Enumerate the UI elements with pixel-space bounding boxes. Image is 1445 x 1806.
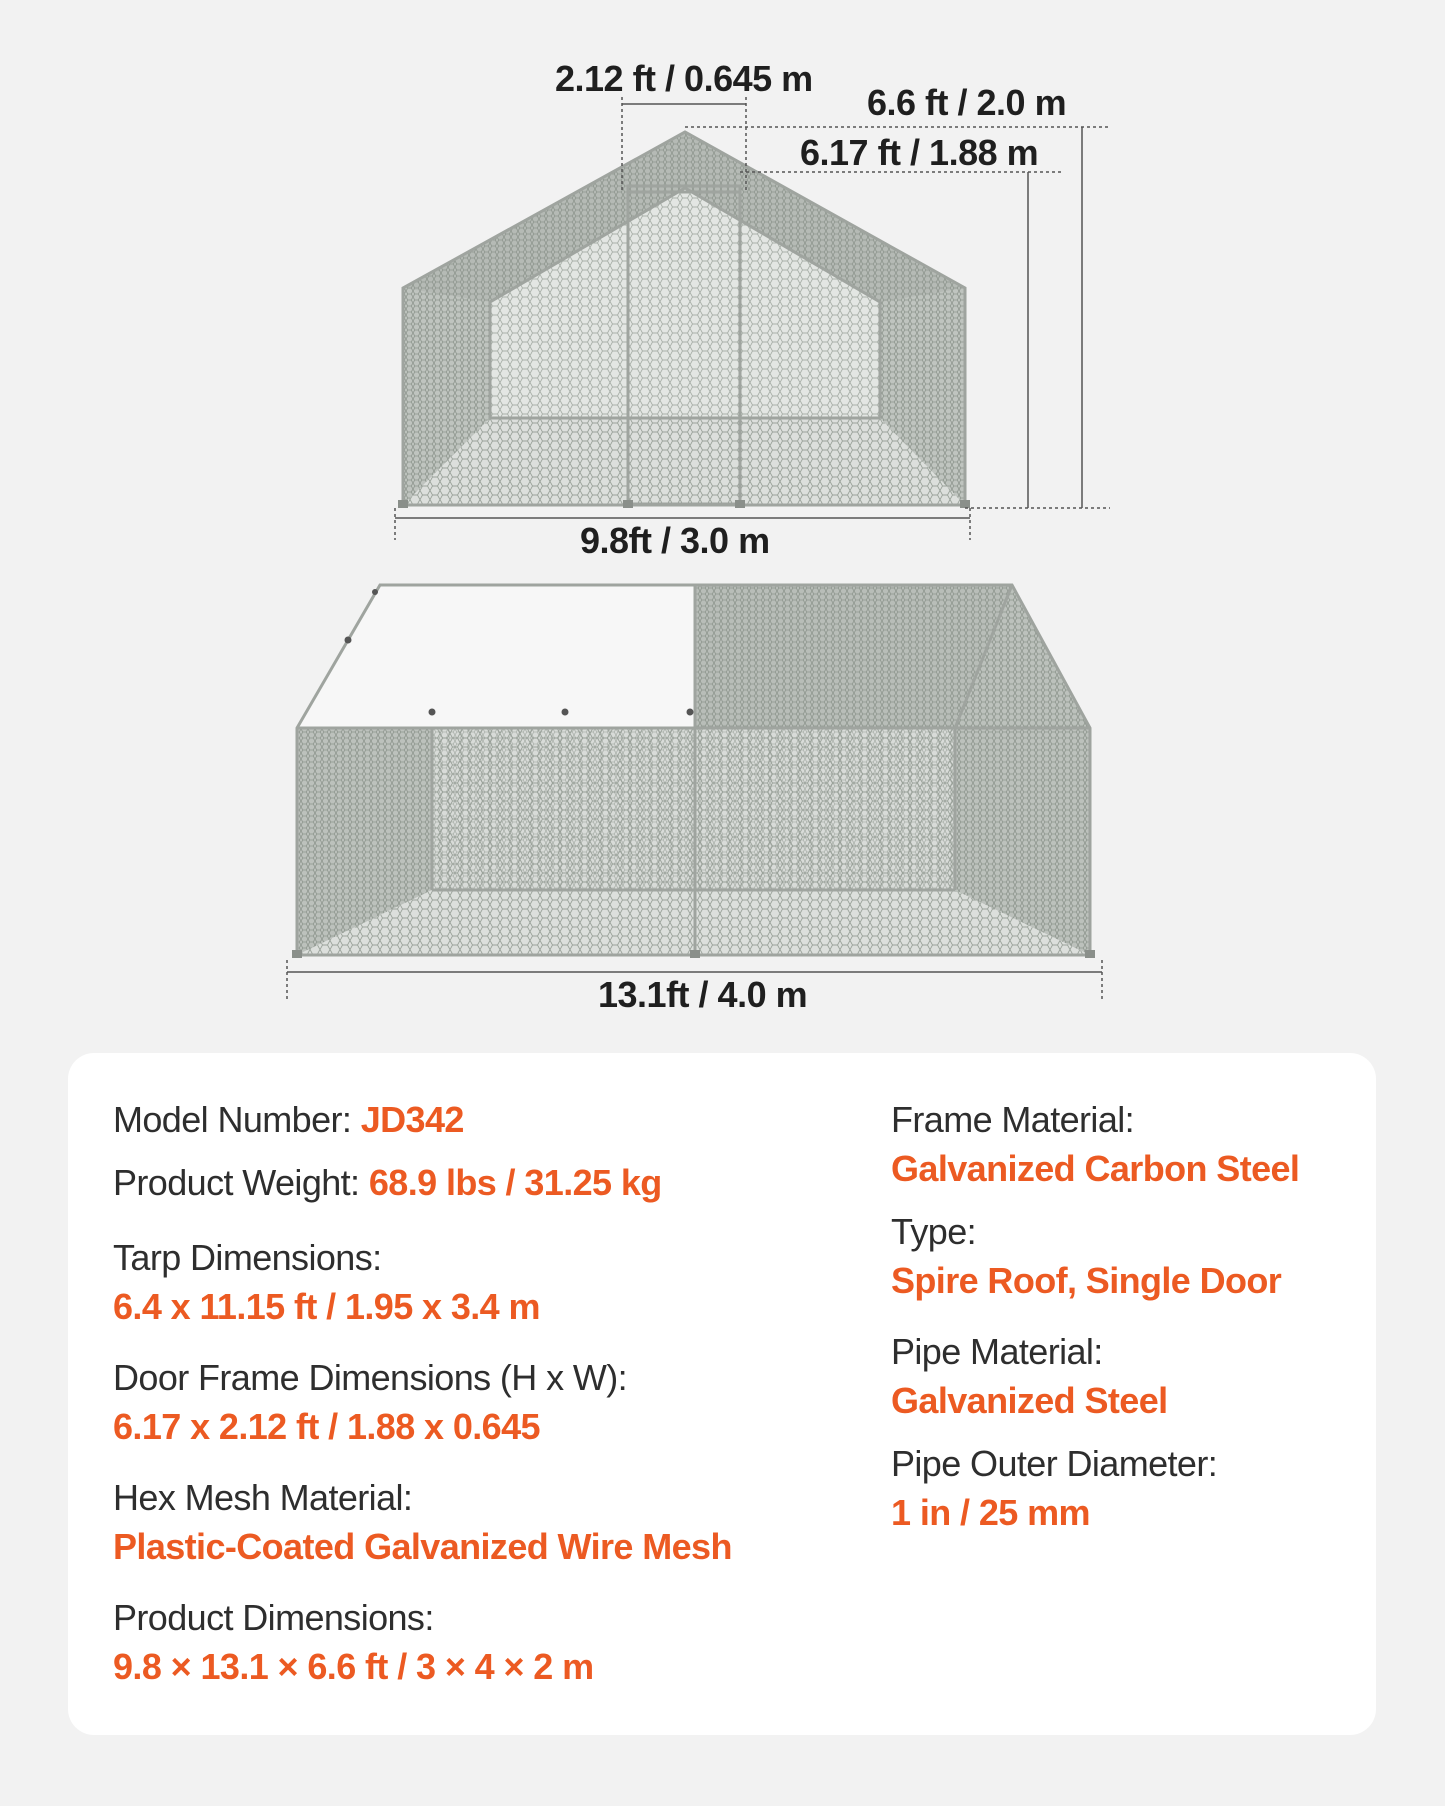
spec-pipe-material [891, 1327, 1361, 1425]
spec-label: Door Frame Dimensions (H x W): [113, 1357, 628, 1398]
spec-label: Hex Mesh Material: [113, 1477, 413, 1518]
spec-model-number [113, 1095, 833, 1144]
spec-value: Galvanized Steel [891, 1380, 1168, 1421]
spec-tarp-dimensions [113, 1233, 833, 1331]
spec-pipe-outer-diameter [891, 1439, 1361, 1537]
spec-label: Type: [891, 1211, 977, 1252]
spec-value: 6.17 x 2.12 ft / 1.88 x 0.645 [113, 1406, 540, 1447]
door-width-label: 2.12 ft / 0.645 m [555, 58, 813, 99]
spec-product-dimensions [113, 1593, 833, 1691]
specs-right-column [891, 1095, 1361, 1537]
spec-label: Frame Material: [891, 1099, 1135, 1140]
wall-height-label: 6.17 ft / 1.88 m [800, 132, 1039, 173]
spec-value: JD342 [360, 1099, 464, 1140]
coop-side-view-icon [292, 585, 1095, 958]
spec-value: 6.4 x 11.15 ft / 1.95 x 3.4 m [113, 1286, 540, 1327]
spec-label: Model Number: [113, 1099, 361, 1140]
width-label: 9.8ft / 3.0 m [580, 520, 770, 561]
spec-label: Product Dimensions: [113, 1597, 434, 1638]
spec-label: Tarp Dimensions: [113, 1237, 382, 1278]
spec-product-weight [113, 1158, 833, 1207]
spec-value: Spire Roof, Single Door [891, 1260, 1282, 1301]
coop-front-view-icon [398, 132, 970, 508]
spec-value: 9.8 × 13.1 × 6.6 ft / 3 × 4 × 2 m [113, 1646, 594, 1687]
specifications-card [68, 1053, 1376, 1735]
spec-label: Pipe Outer Diameter: [891, 1443, 1218, 1484]
spec-label: Product Weight: [113, 1162, 369, 1203]
spec-hex-mesh-material [113, 1473, 833, 1571]
specs-left-column [113, 1095, 833, 1691]
spec-frame-material [891, 1095, 1361, 1193]
spec-value: 1 in / 25 mm [891, 1492, 1090, 1533]
length-label: 13.1ft / 4.0 m [598, 974, 808, 1015]
spec-value: Galvanized Carbon Steel [891, 1148, 1300, 1189]
spec-type [891, 1207, 1361, 1305]
spec-value: 68.9 lbs / 31.25 kg [368, 1162, 662, 1203]
spec-label: Pipe Material: [891, 1331, 1103, 1372]
spec-value: Plastic-Coated Galvanized Wire Mesh [113, 1526, 732, 1567]
spec-door-frame-dimensions [113, 1353, 833, 1451]
total-height-label: 6.6 ft / 2.0 m [867, 82, 1067, 123]
